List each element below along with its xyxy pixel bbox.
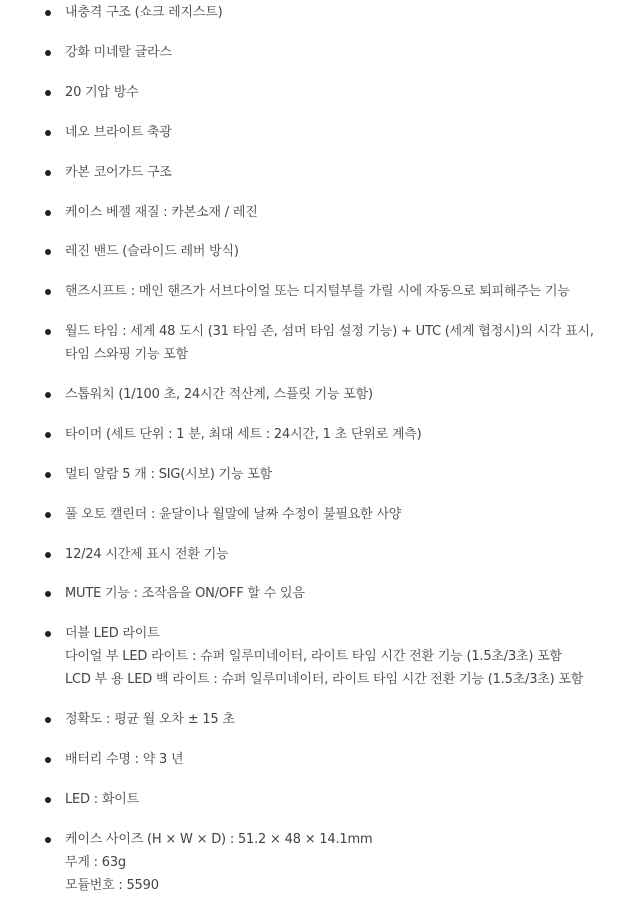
spec-text: 정확도 : 평균 월 오차 ± 15 초 bbox=[65, 712, 235, 727]
bullet-icon bbox=[45, 631, 51, 637]
spec-item bbox=[0, 320, 594, 366]
spec-text: 내충격 구조 (쇼크 레지스트) bbox=[65, 5, 223, 20]
spec-text: 모듈번호 : 5590 bbox=[65, 878, 159, 893]
bullet-icon bbox=[45, 757, 51, 763]
bullet-icon bbox=[45, 717, 51, 723]
spec-item bbox=[0, 121, 172, 144]
spec-text: 멀티 알람 5 개 : SIG(시보) 기능 포함 bbox=[65, 467, 273, 482]
spec-item bbox=[0, 828, 372, 897]
spec-item bbox=[0, 81, 138, 104]
spec-text: 스톱워치 (1/100 초, 24시간 적산계, 스플릿 기능 포함) bbox=[65, 387, 373, 402]
spec-item bbox=[0, 622, 583, 691]
bullet-icon bbox=[45, 591, 51, 597]
spec-text: 타임 스와핑 기능 포함 bbox=[65, 347, 189, 362]
spec-item bbox=[0, 582, 305, 605]
bullet-icon bbox=[45, 797, 51, 803]
bullet-icon bbox=[45, 432, 51, 438]
bullet-icon bbox=[45, 837, 51, 843]
spec-text: 12/24 시간제 표시 전환 기능 bbox=[65, 547, 229, 562]
spec-text: 풀 오토 캘린더 : 윤달이나 월말에 날짜 수정이 불필요한 사양 bbox=[65, 507, 402, 522]
spec-text: 레진 밴드 (슬라이드 레버 방식) bbox=[65, 244, 239, 259]
bullet-icon bbox=[45, 329, 51, 335]
spec-item bbox=[0, 1, 222, 24]
spec-text: 타이머 (세트 단위 : 1 분, 최대 세트 : 24시간, 1 초 단위로 계측) bbox=[65, 427, 422, 442]
bullet-icon bbox=[45, 170, 51, 176]
spec-item bbox=[0, 280, 570, 303]
spec-item bbox=[0, 41, 172, 64]
bullet-icon bbox=[45, 50, 51, 56]
spec-text: LCD 부 용 LED 백 라이트 : 슈퍼 일루미네이터, 라이트 타임 시간 전환 기능 (1.5초/3초) 포함 bbox=[65, 672, 584, 687]
spec-text: 다이얼 부 LED 라이트 : 슈퍼 일루미네이터, 라이트 타임 시간 전환 기능 (1.5초/3초) 포함 bbox=[65, 649, 562, 664]
bullet-icon bbox=[45, 130, 51, 136]
spec-item bbox=[0, 503, 401, 526]
spec-text: 핸즈시프트 : 메인 핸즈가 서브다이얼 또는 디지털부를 가릴 시에 자동으로 퇴피해주는 기능 bbox=[65, 284, 570, 299]
spec-item bbox=[0, 161, 172, 184]
spec-text: MUTE 기능 : 조작음을 ON/OFF 할 수 있음 bbox=[65, 586, 305, 601]
spec-text: 케이스 베젤 재질 : 카본소재 / 레진 bbox=[65, 205, 258, 220]
bullet-icon bbox=[45, 289, 51, 295]
spec-text: LED : 화이트 bbox=[65, 792, 139, 807]
bullet-icon bbox=[45, 210, 51, 216]
bullet-icon bbox=[45, 552, 51, 558]
bullet-icon bbox=[45, 90, 51, 96]
bullet-icon bbox=[45, 472, 51, 478]
spec-item bbox=[0, 383, 373, 406]
spec-item bbox=[0, 748, 183, 771]
spec-item bbox=[0, 463, 272, 486]
spec-text: 강화 미네랄 글라스 bbox=[65, 45, 172, 60]
spec-text: 케이스 사이즈 (H × W × D) : 51.2 × 48 × 14.1mm bbox=[65, 832, 373, 847]
spec-text: 배터리 수명 : 약 3 년 bbox=[65, 752, 184, 767]
bullet-icon bbox=[45, 392, 51, 398]
spec-text: 네오 브라이트 축광 bbox=[65, 125, 172, 140]
bullet-icon bbox=[45, 10, 51, 16]
spec-item bbox=[0, 788, 139, 811]
spec-text: 20 기압 방수 bbox=[65, 85, 139, 100]
spec-text: 무게 : 63g bbox=[65, 855, 126, 870]
spec-text: 카본 코어가드 구조 bbox=[65, 165, 172, 180]
spec-item bbox=[0, 543, 228, 566]
spec-item bbox=[0, 423, 422, 446]
spec-item bbox=[0, 201, 258, 224]
bullet-icon bbox=[45, 249, 51, 255]
spec-text: 월드 타임 : 세계 48 도시 (31 타임 존, 섬머 타임 설정 기능) + UTC (세계 협정시)의 시각 표시, bbox=[65, 324, 594, 339]
spec-text: 더블 LED 라이트 bbox=[65, 626, 160, 641]
spec-item bbox=[0, 240, 239, 263]
spec-item bbox=[0, 708, 235, 731]
bullet-icon bbox=[45, 512, 51, 518]
